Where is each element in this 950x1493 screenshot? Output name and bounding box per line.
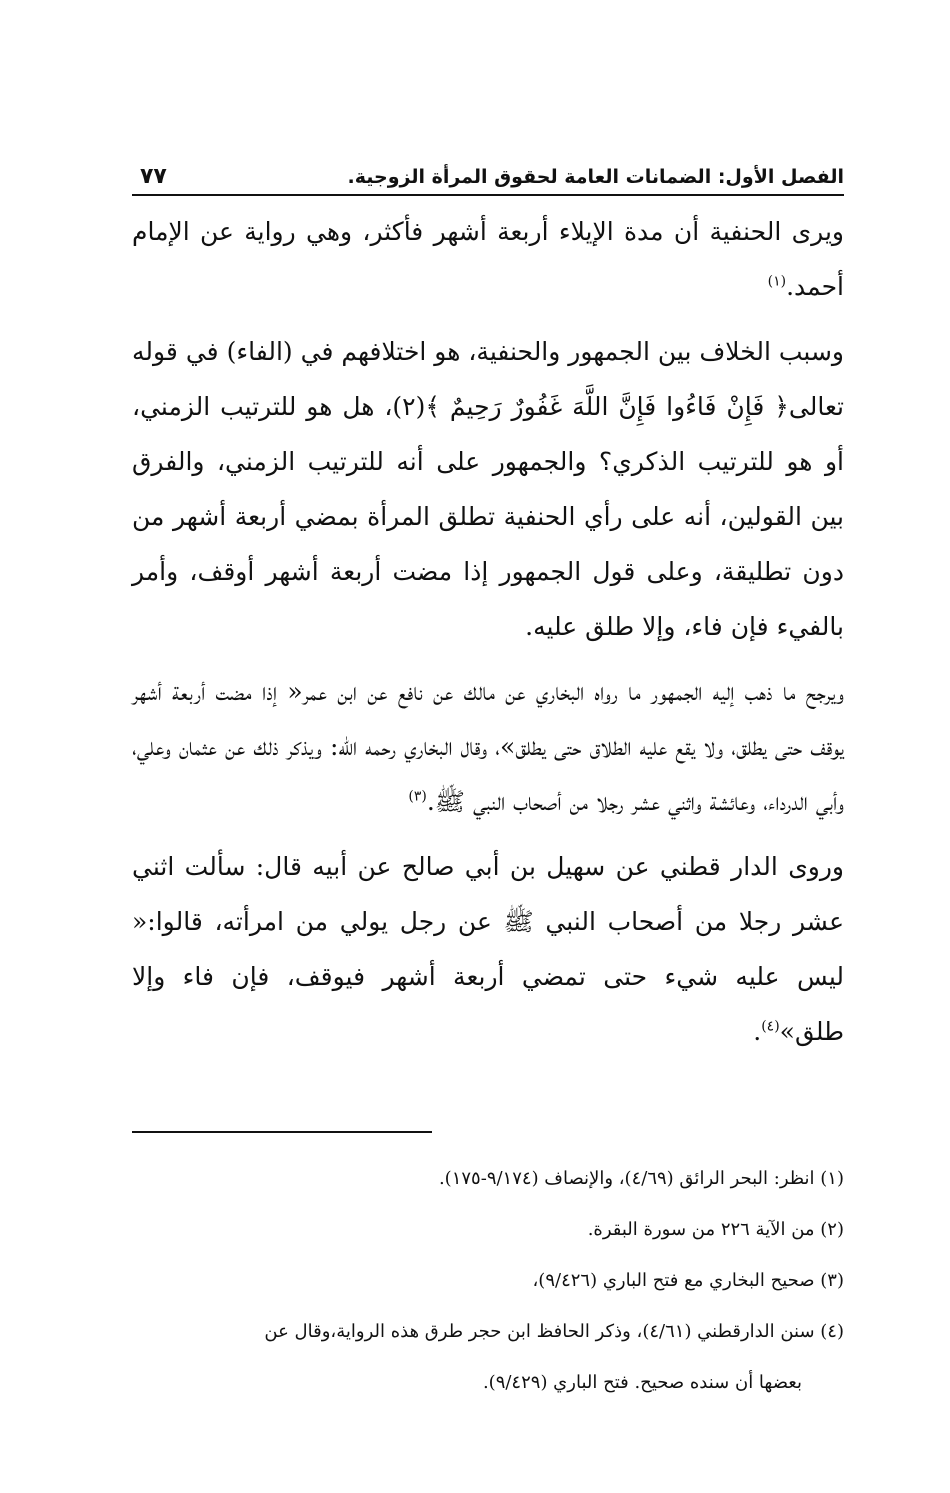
page-number: ٧٧ [140, 164, 167, 189]
footnote-ref-3: (٣) [408, 788, 427, 805]
chapter-title: الفصل الأول: الضمانات العامة لحقوق المرأة الزوجية. [347, 166, 844, 188]
footnote-ref-4: (٤) [761, 1018, 780, 1035]
body-text [132, 204, 844, 1059]
paragraph-3 [132, 664, 844, 829]
paragraph-1-text: ويرى الحنفية أن مدة الإيلاء أربعة أشهر فأكثر، وهي رواية عن الإمام أحمد. [132, 217, 844, 301]
footnote-3: (٣) صحيح البخاري مع فتح الباري (٩/٤٢٦)، [532, 1270, 844, 1291]
footnote-1: (١) انظر: البحر الرائق (٤/٦٩)، والإنصاف (٩/١٧٤-١٧٥). [438, 1168, 844, 1189]
paragraph-4 [132, 839, 844, 1059]
paragraph-2-text: وسبب الخلاف بين الجمهور والحنفية، هو اختلافهم في (الفاء) في قوله تعالى﴿ فَإِنْ فَاءُوا فَإِنَّ اللَّهَ غَفُورٌ رَحِيمٌ ﴾(٢)، هل هو للترتيب الزمني، أو هو للترتيب الذكري؟ والجمهور على أنه للترتيب الزمني، والفرق بين القولين، أنه على رأي الحنفية تطلق المرأة بمضي أربعة أشهر من دون تطليقة، وعلى قول الجمهور إذا مضت أربعة أشهر أوقف، وأمر بالفيء فإن فاء، وإلا طلق عليه. [132, 337, 844, 641]
footnote-2: (٢) من الآية ٢٢٦ من سورة البقرة. [587, 1219, 844, 1240]
footnotes-divider [132, 1131, 432, 1133]
footnote-4-continued: بعضها أن سنده صحيح. فتح الباري (٩/٤٢٩). [482, 1372, 802, 1393]
paragraph-1 [132, 204, 844, 314]
footnote-4: (٤) سنن الدارقطني (٤/٦١)، وذكر الحافظ ابن حجر طرق هذه الرواية،وقال عن [264, 1321, 844, 1342]
paragraph-4-text: وروى الدار قطني عن سهيل بن أبي صالح عن أبيه قال: سألت اثني عشر رجلا من أصحاب النبي ﷺ عن رجل يولي من امرأته، قالوا:« ليس عليه شيء حتى تمضي أربعة أشهر فيوقف، فإن فاء وإلا طلق» [132, 852, 844, 1046]
paragraph-3-text: ويرجح ما ذهب إليه الجمهور ما رواه البخاري عن مالك عن نافع عن ابن عمر« إذا مضت أربعة أشهر يوقف حتى يطلق، ولا يقع عليه الطلاق حتى يطلق»، وقال البخاري رحمه الله: ويذكر ذلك عن عثمان وعلي، وأبي الدرداء، وعائشة واثني عشر رجلا من أصحاب النبي ﷺ. [132, 677, 844, 816]
paragraph-4-tail: . [753, 1017, 762, 1046]
footnotes [132, 1133, 844, 1408]
paragraph-2 [132, 324, 844, 654]
document-page [132, 160, 844, 1408]
running-header [132, 160, 844, 196]
footnote-ref-1: (١) [767, 273, 787, 290]
